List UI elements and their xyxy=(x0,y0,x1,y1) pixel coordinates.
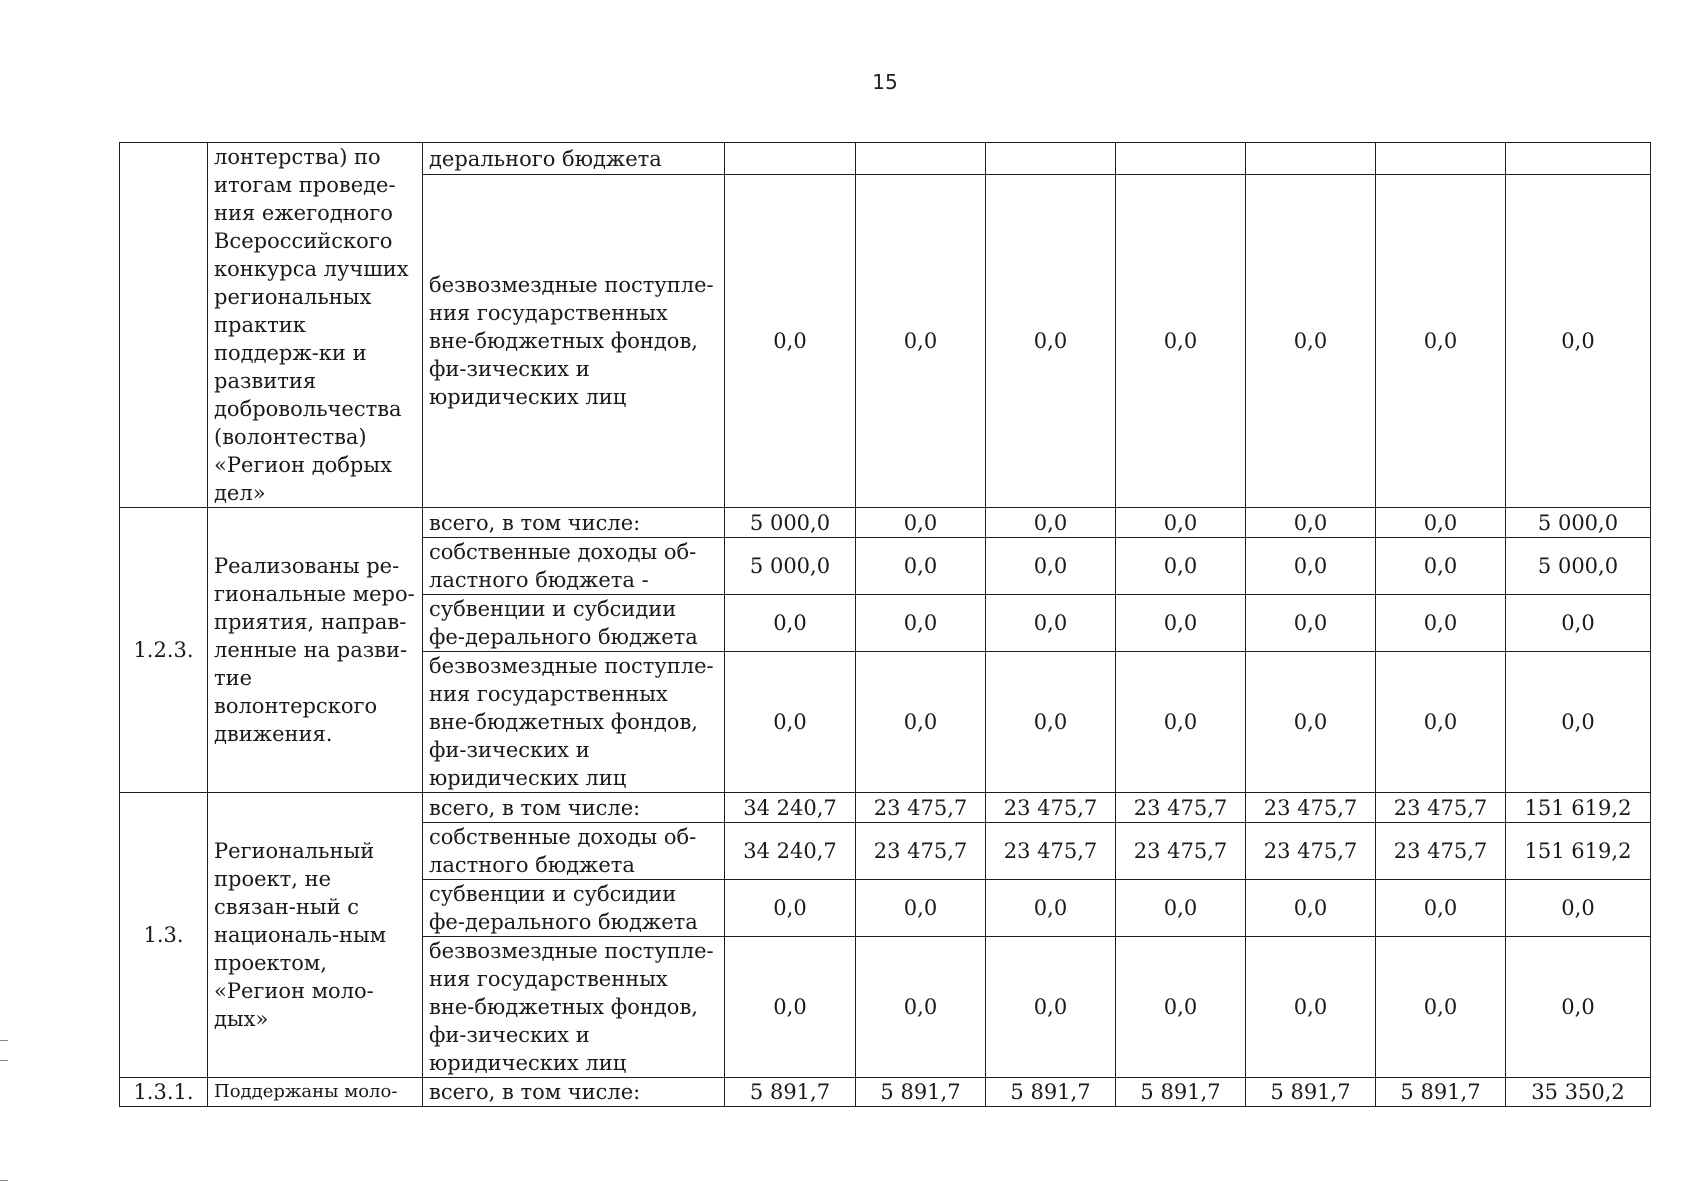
row-index: 1.3. xyxy=(120,793,208,1078)
year-value: 0,0 xyxy=(1246,595,1376,652)
total-value: 5 000,0 xyxy=(1506,508,1651,538)
year-value: 5 891,7 xyxy=(1376,1078,1506,1107)
year-value: 34 240,7 xyxy=(725,823,856,880)
row-description: Реализованы ре-гиональные меро-приятия, направ-ленные на разви-тие волонтерского движения. xyxy=(208,508,423,793)
table-row xyxy=(120,1078,1651,1107)
funding-source: безвозмездные поступле-ния государственных вне-бюджетных фондов, фи-зических и юридических лиц xyxy=(423,652,725,793)
year-value: 0,0 xyxy=(986,652,1116,793)
year-value: 0,0 xyxy=(986,175,1116,508)
margin-mark xyxy=(0,1180,8,1181)
total-value xyxy=(1506,143,1651,175)
funding-source: безвозмездные поступле-ния государственных вне-бюджетных фондов, фи-зических и юридических лиц xyxy=(423,175,725,508)
row-index xyxy=(120,143,208,508)
margin-mark xyxy=(0,1040,8,1041)
year-value: 5 891,7 xyxy=(856,1078,986,1107)
year-value: 0,0 xyxy=(1376,175,1506,508)
funding-source: собственные доходы об-ластного бюджета xyxy=(423,823,725,880)
year-value: 5 891,7 xyxy=(986,1078,1116,1107)
year-value xyxy=(1376,143,1506,175)
year-value: 0,0 xyxy=(1246,538,1376,595)
total-value: 5 000,0 xyxy=(1506,538,1651,595)
year-value: 0,0 xyxy=(856,880,986,937)
year-value: 0,0 xyxy=(1376,538,1506,595)
year-value: 0,0 xyxy=(725,937,856,1078)
year-value: 0,0 xyxy=(856,508,986,538)
year-value: 0,0 xyxy=(1116,880,1246,937)
year-value: 0,0 xyxy=(725,595,856,652)
total-value: 0,0 xyxy=(1506,652,1651,793)
year-value: 0,0 xyxy=(986,595,1116,652)
table-row xyxy=(120,508,1651,538)
total-value: 0,0 xyxy=(1506,937,1651,1078)
funding-source: субвенции и субсидии фе-дерального бюджета xyxy=(423,880,725,937)
year-value: 23 475,7 xyxy=(1116,823,1246,880)
year-value: 5 000,0 xyxy=(725,508,856,538)
year-value xyxy=(1116,143,1246,175)
year-value: 0,0 xyxy=(725,175,856,508)
year-value: 0,0 xyxy=(856,652,986,793)
year-value: 0,0 xyxy=(986,880,1116,937)
year-value: 0,0 xyxy=(1246,652,1376,793)
year-value: 0,0 xyxy=(986,538,1116,595)
year-value xyxy=(986,143,1116,175)
year-value: 23 475,7 xyxy=(986,823,1116,880)
year-value: 5 891,7 xyxy=(725,1078,856,1107)
row-index: 1.2.3. xyxy=(120,508,208,793)
year-value: 0,0 xyxy=(1376,937,1506,1078)
year-value: 23 475,7 xyxy=(1246,793,1376,823)
year-value: 0,0 xyxy=(725,880,856,937)
year-value: 0,0 xyxy=(1246,880,1376,937)
year-value: 0,0 xyxy=(1376,880,1506,937)
table-row xyxy=(120,793,1651,823)
year-value: 0,0 xyxy=(1116,175,1246,508)
total-value: 0,0 xyxy=(1506,595,1651,652)
year-value: 5 000,0 xyxy=(725,538,856,595)
year-value: 5 891,7 xyxy=(1116,1078,1246,1107)
year-value: 0,0 xyxy=(1116,937,1246,1078)
page-number: 15 xyxy=(872,70,898,94)
year-value: 5 891,7 xyxy=(1246,1078,1376,1107)
row-index: 1.3.1. xyxy=(120,1078,208,1107)
funding-source: дерального бюджета xyxy=(423,143,725,175)
year-value: 0,0 xyxy=(856,595,986,652)
year-value: 0,0 xyxy=(986,508,1116,538)
year-value: 23 475,7 xyxy=(856,793,986,823)
year-value: 0,0 xyxy=(1246,175,1376,508)
funding-source: всего, в том числе: xyxy=(423,508,725,538)
table-row xyxy=(120,143,1651,175)
total-value: 35 350,2 xyxy=(1506,1078,1651,1107)
year-value: 23 475,7 xyxy=(986,793,1116,823)
year-value xyxy=(725,143,856,175)
year-value: 0,0 xyxy=(856,937,986,1078)
total-value: 151 619,2 xyxy=(1506,823,1651,880)
year-value: 0,0 xyxy=(1246,937,1376,1078)
total-value: 151 619,2 xyxy=(1506,793,1651,823)
year-value xyxy=(1246,143,1376,175)
year-value: 0,0 xyxy=(856,538,986,595)
year-value: 0,0 xyxy=(725,652,856,793)
total-value: 0,0 xyxy=(1506,880,1651,937)
year-value: 23 475,7 xyxy=(1116,793,1246,823)
year-value: 0,0 xyxy=(1376,508,1506,538)
funding-source: всего, в том числе: xyxy=(423,1078,725,1107)
row-description: Региональный проект, не связан-ный с националь-ным проектом, «Регион моло-дых» xyxy=(208,793,423,1078)
year-value: 23 475,7 xyxy=(1376,793,1506,823)
year-value: 0,0 xyxy=(1376,595,1506,652)
year-value: 23 475,7 xyxy=(1246,823,1376,880)
funding-source: безвозмездные поступле-ния государственных вне-бюджетных фондов, фи-зических и юридических лиц xyxy=(423,937,725,1078)
year-value: 0,0 xyxy=(986,937,1116,1078)
year-value: 0,0 xyxy=(1116,538,1246,595)
funding-source: собственные доходы об-ластного бюджета - xyxy=(423,538,725,595)
year-value: 23 475,7 xyxy=(1376,823,1506,880)
table-body xyxy=(120,143,1651,1107)
funding-source: субвенции и субсидии фе-дерального бюджета xyxy=(423,595,725,652)
year-value: 0,0 xyxy=(1116,508,1246,538)
year-value xyxy=(856,143,986,175)
year-value: 0,0 xyxy=(1116,595,1246,652)
year-value: 0,0 xyxy=(1116,652,1246,793)
year-value: 34 240,7 xyxy=(725,793,856,823)
year-value: 0,0 xyxy=(1246,508,1376,538)
row-description: Поддержаны моло- xyxy=(208,1078,423,1107)
year-value: 0,0 xyxy=(856,175,986,508)
row-description: лонтерства) по итогам проведе-ния ежегодного Всероссийского конкурса лучших региональных практик поддерж-ки и развития добровольчества (волонтества) «Регион добрых дел» xyxy=(208,143,423,508)
year-value: 0,0 xyxy=(1376,652,1506,793)
total-value: 0,0 xyxy=(1506,175,1651,508)
budget-table xyxy=(119,142,1651,1107)
year-value: 23 475,7 xyxy=(856,823,986,880)
margin-mark xyxy=(0,1060,8,1061)
funding-source: всего, в том числе: xyxy=(423,793,725,823)
